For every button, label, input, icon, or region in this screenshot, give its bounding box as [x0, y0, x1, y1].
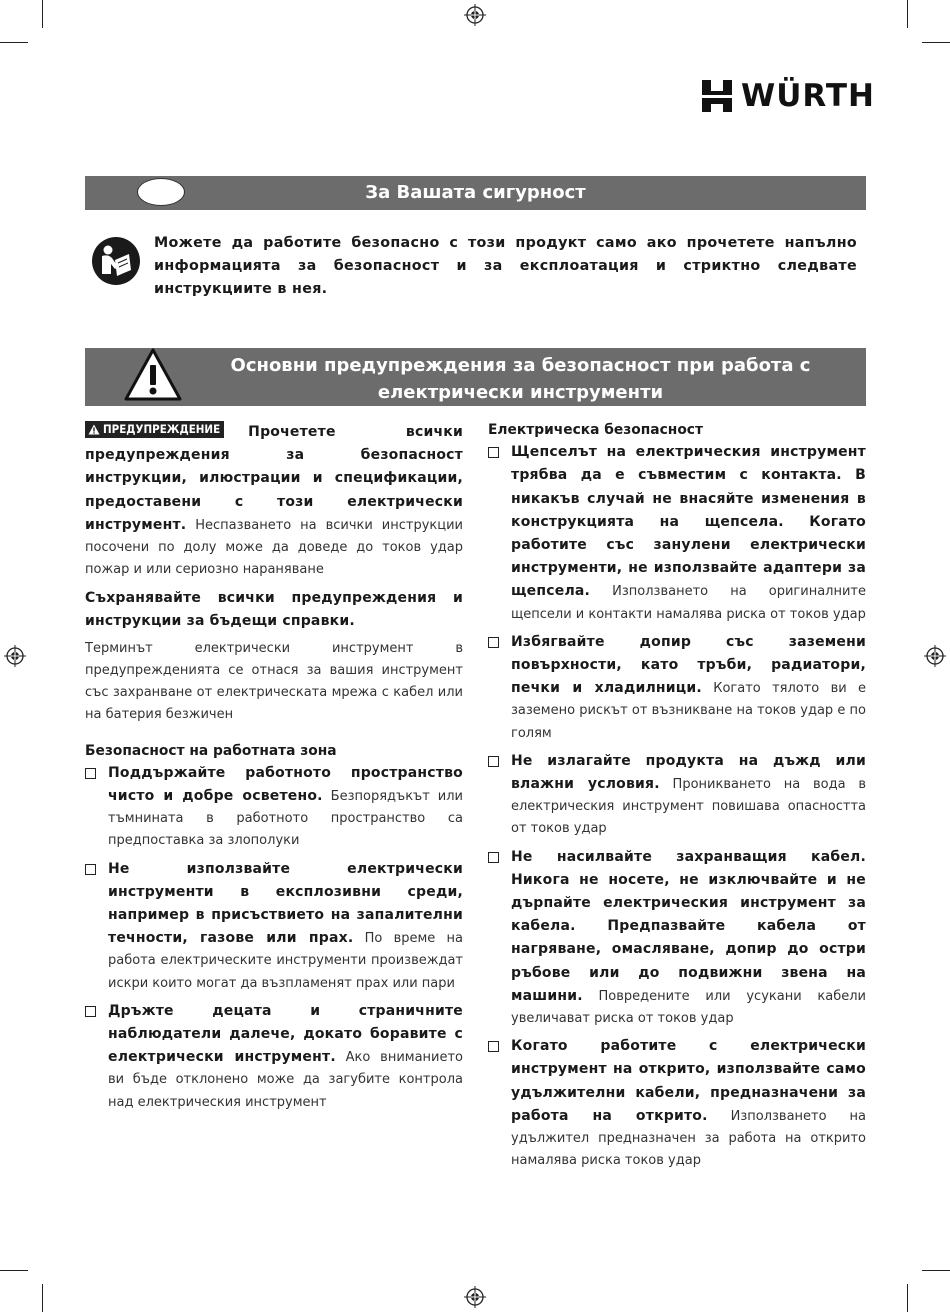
item-text: Ако вниманието ви бъде отклонено може да загубите контрола над електрическия инструмент: [108, 1050, 464, 1110]
crop-mark: [922, 42, 950, 43]
term-definition: Терминът електрически инструмент в предупрежденията се отнася за вашия инструмент със захранване от електрическата мрежа с кабел или на батерия безжичен: [85, 640, 463, 723]
registration-mark-icon: [924, 645, 946, 667]
crop-mark: [42, 0, 43, 28]
warning-badge-label: ПРЕДУПРЕЖДЕНИЕ: [103, 422, 221, 437]
registration-mark-icon: [464, 1286, 486, 1308]
item-bold: Дръжте децата и страничните наблюдатели далече, докато боравите с електрически инструмент.: [108, 1002, 463, 1066]
warning-small-icon: [88, 424, 100, 435]
section-bar-safety: [85, 176, 866, 210]
crop-mark: [922, 1270, 950, 1271]
item-bold: Щепселът на електрическия инструмент трябва да е съвместим с контакта. В никакъв случай не внасяйте изменения в конструкцията на щепсела. Когато работите със занулени електрически инструменти, не използвайте адаптери за щепсела.: [511, 444, 866, 600]
electrical-safety-heading: Електрическа безопасност: [488, 422, 703, 438]
item-text: Използването на оригиналните щепсели и контакти намалява риска от токов удар: [511, 584, 866, 622]
wurth-logo-mark-icon: [700, 78, 734, 114]
checkbox-bullet-icon: [488, 756, 499, 767]
general-warning: [85, 421, 463, 581]
list-item: [85, 762, 463, 853]
checkbox-bullet-icon: [85, 864, 96, 875]
item-text: По време на работа електрическите инструменти произвеждат искри които могат да възпламенят прах или пари: [108, 931, 463, 991]
item-bold: Не насилвайте захранващия кабел. Никога не носете, не изключвайте и не дърпайте електрическия инструмент за кабела. Предпазвайте кабела от нагряване, омасляване, допир до остри ръбове или до подвижни звена на машини.: [511, 848, 866, 1004]
section-title-line: Основни предупреждения за безопасност при работа с: [230, 355, 811, 376]
list-item: [488, 441, 866, 626]
warning-triangle-icon: [123, 347, 183, 403]
left-column: [85, 421, 463, 1114]
item-bold: Поддържайте работното пространство чисто и добре осветено.: [108, 764, 463, 805]
checkbox-bullet-icon: [488, 637, 499, 648]
item-bold: Когато работите с електрически инструмент на открито, използвайте само удължителни кабели, предназначени за работа на открито.: [511, 1038, 866, 1124]
list-item: [488, 631, 866, 745]
registration-mark-icon: [464, 4, 486, 26]
read-manual-icon: [91, 236, 141, 286]
item-text: Когато тялото ви е заземено рискът от възникване на токов удар е по голям: [511, 681, 866, 741]
checkbox-bullet-icon: [488, 852, 499, 863]
crop-mark: [907, 0, 908, 28]
item-text: Използването на удължител предназначен за работа на открито намалява риска токов удар: [511, 1108, 866, 1169]
crop-mark: [907, 1284, 908, 1312]
item-bold: Избягвайте допир със заземени повърхности, като тръби, радиатори, печки и хладилници.: [511, 633, 866, 697]
section-title-line: електрически инструменти: [377, 382, 664, 403]
list-item: [85, 858, 463, 995]
checkbox-bullet-icon: [488, 1041, 499, 1052]
registration-mark-icon: [4, 645, 26, 667]
crop-mark: [0, 42, 28, 43]
warning-badge: [85, 421, 224, 438]
list-item: [488, 1035, 866, 1172]
checkbox-bullet-icon: [85, 1006, 96, 1017]
checkbox-bullet-icon: [488, 447, 499, 458]
section-title: [195, 352, 846, 406]
right-column: [488, 419, 866, 1173]
crop-mark: [0, 1270, 28, 1271]
checkbox-bullet-icon: [85, 768, 96, 779]
list-item: [488, 750, 866, 841]
warning-bold-text: Прочетете всички предупреждения за безопасност инструкции, илюстрации и спецификации, предоставени с този електрически инструмент.: [85, 424, 463, 533]
warning-text: Неспазването на всички инструкции посочени по долу може да доведе до токов удар пожар и или сериозно нараняване: [85, 517, 464, 578]
list-item: [488, 846, 866, 1031]
work-area-heading: Безопасност на работната зона: [85, 742, 337, 759]
item-text: Безпорядъкът или тъмнината в работното пространство са предпоставка за злополуки: [108, 789, 463, 849]
list-item: [85, 1000, 463, 1114]
intro-text: Можете да работите безопасно с този продукт само ако прочетете напълно информацията за безопасност и за експлоатация и стриктно следвате инструкциите в нея.: [154, 235, 857, 297]
crop-mark: [42, 1284, 43, 1312]
item-text: Проникването на вода в електрическия инструмент повишава опасността от токов удар: [511, 777, 866, 837]
keep-instructions: Съхранявайте всички предупреждения и инструкции за бъдещи справки.: [85, 590, 463, 629]
item-text: Повредените или усукани кабели увеличават риска от токов удар: [511, 988, 866, 1027]
section-title: За Вашата сигурност: [365, 182, 586, 203]
item-bold: Не използвайте електрически инструменти в експлозивни среди, например в присъствието на запалителни течности, газове или прах.: [108, 860, 463, 947]
brand-name: WÜRTH: [741, 78, 875, 114]
section-bar-warnings: [85, 348, 866, 406]
item-bold: Не излагайте продукта на дъжд или влажни условия.: [511, 752, 866, 793]
wurth-logo: [700, 78, 875, 114]
